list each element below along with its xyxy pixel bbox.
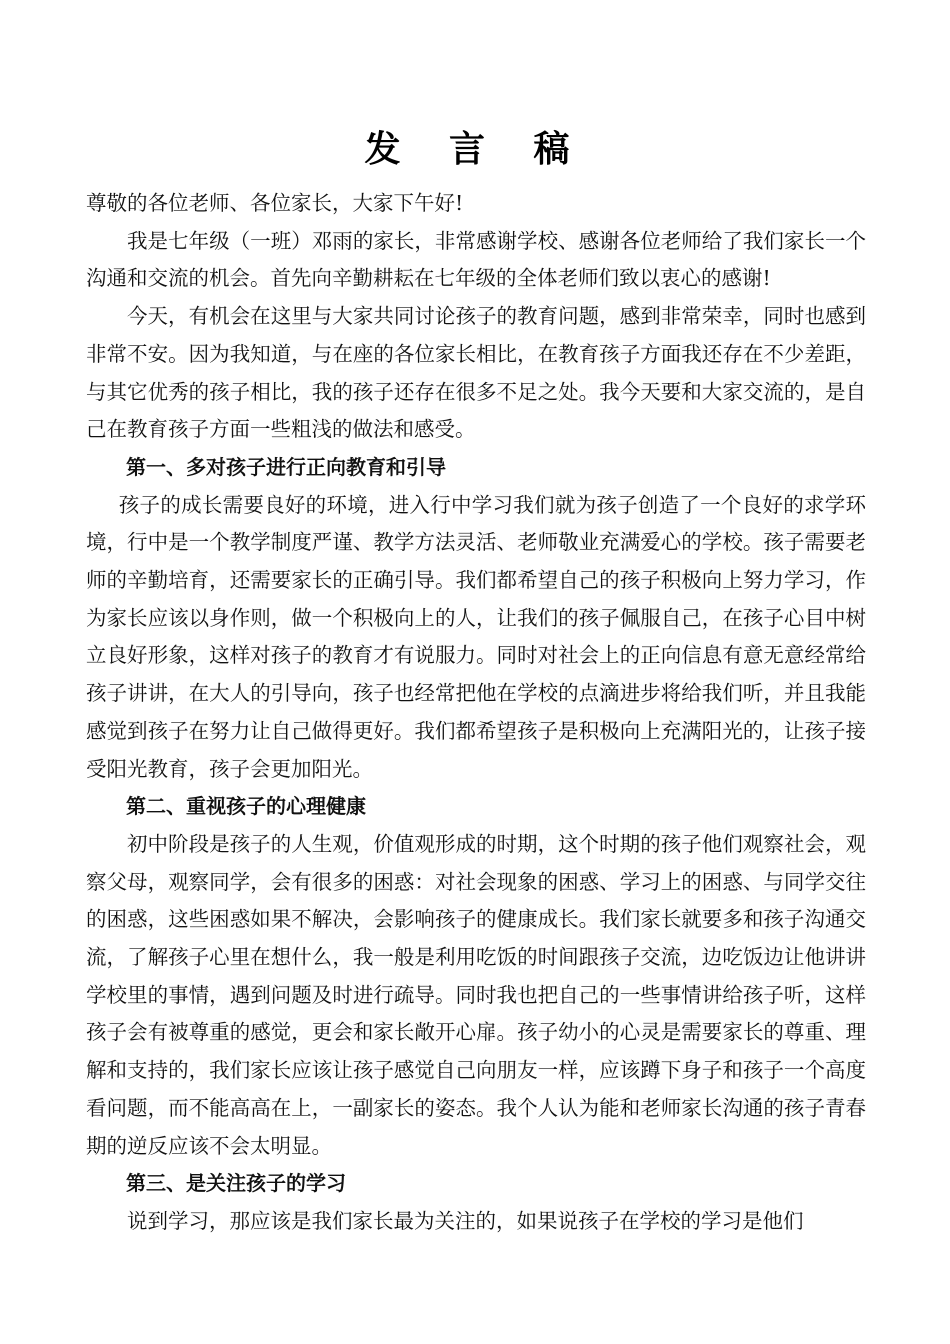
section-body-2: 初中阶段是孩子的人生观，价值观形成的时期，这个时期的孩子他们观察社会，观察父母，观察同学，会有很多的困惑：对社会现象的困惑、学习上的困惑、与同学交往的困惑，这些困惑如果不解决，会影响孩子的健康成长。我们家长就要多和孩子沟通交流，了解孩子心里在想什么，我一般是利用吃饭的时间跟孩子交流，边吃饭边让他讲讲学校里的事情，遇到问题及时进行疏导。同时我也把自己的一些事情讲给孩子听，这样孩子会有被尊重的感觉，更会和家长敞开心扉。孩子幼小的心灵是需要家长的尊重、理解和支持的，我们家长应该让孩子感觉自己向朋友一样，应该蹲下身子和孩子一个高度看问题，而不能高高在上，一副家长的姿态。我个人认为能和老师家长沟通的孩子青春期的逆反应该不会太明显。 (86, 831, 866, 1158)
document-body (86, 185, 866, 1241)
section-heading-1: 第一、多对孩子进行正向教育和引导 (126, 454, 446, 479)
section-heading-3: 第三、是关注孩子的学习 (126, 1171, 346, 1196)
section-body-1: 孩子的成长需要良好的环境，进入行中学习我们就为孩子创造了一个良好的求学环境，行中是一个教学制度严谨、教学方法灵活、老师敬业充满爱心的学校。孩子需要老师的辛勤培育，还需要家长的正确引导。我们都希望自己的孩子积极向上努力学习，作为家长应该以身作则，做一个积极向上的人，让我们的孩子佩服自己，在孩子心目中树立良好形象，这样对孩子的教育才有说服力。同时对社会上的正向信息有意无意经常给孩子讲讲，在大人的引导向，孩子也经常把他在学校的点滴进步将给我们听，并且我能感觉到孩子在努力让自己做得更好。我们都希望孩子是积极向上充满阳光的，让孩子接受阳光教育，孩子会更加阳光。 (86, 492, 866, 781)
section-body-3: 说到学习，那应该是我们家长最为关注的，如果说孩子在学校的学习是他们 (127, 1208, 804, 1233)
document-title: 发 言 稿 (364, 128, 588, 170)
paragraph-opening: 今天，有机会在这里与大家共同讨论孩子的教育问题，感到非常荣幸，同时也感到非常不安。因为我知道，与在座的各位家长相比，在教育孩子方面我还存在不少差距，与其它优秀的孩子相比，我的孩子还存在很多不足之处。我今天要和大家交流的，是自己在教育孩子方面一些粗浅的做法和感受。 (86, 304, 866, 442)
section-heading-2: 第二、重视孩子的心理健康 (126, 794, 366, 819)
paragraph-intro: 我是七年级（一班）邓雨的家长，非常感谢学校、感谢各位老师给了我们家长一个沟通和交流的机会。首先向辛勤耕耘在七年级的全体老师们致以衷心的感谢! (86, 228, 866, 291)
greeting: 尊敬的各位老师、各位家长，大家下午好! (86, 191, 464, 215)
